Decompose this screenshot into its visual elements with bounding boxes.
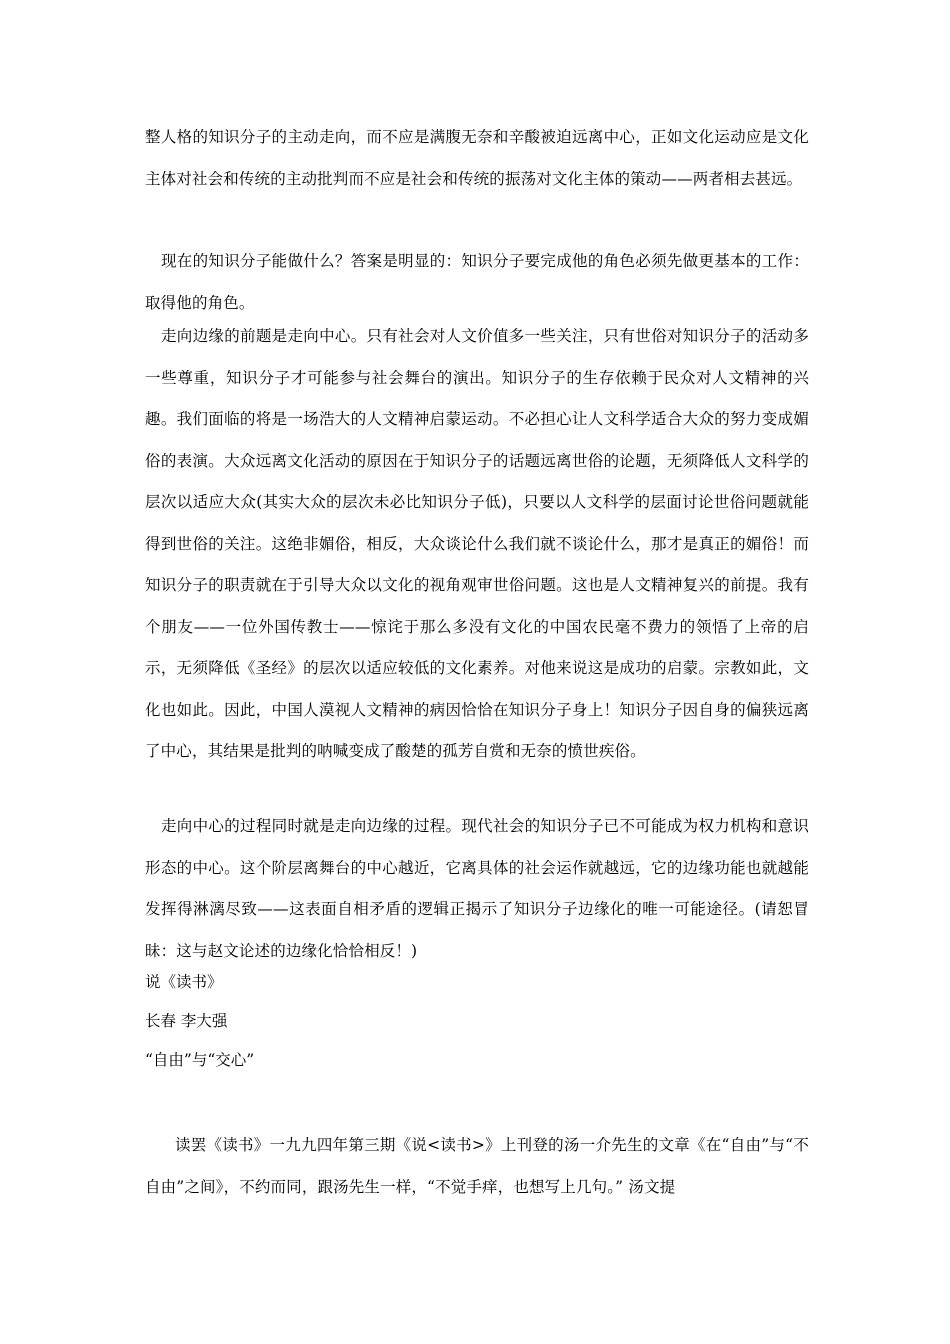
paragraph-margin-premise: 走向边缘的前题是走向中心。只有社会对人文价值多一些关注，只有世俗对知识分子的活动多一些尊重，知识分子才可能参与社会舞台的演出。知识分子的生存依赖于民众对人文精神的兴趣。我们面临的将是一场浩大的人文精神启蒙运动。不必担心让人文科学适合大众的努力变成媚俗的表演。大众远离文化活动的原因在于知识分子的话题远离世俗的论题，无须降低人文科学的层次以适应大众(其实大众的层次未必比知识分子低)，只要以人文科学的层面讨论世俗问题就能得到世俗的关注。这绝非媚俗，相反，大众谈论什么我们就不谈论什么，那才是真正的媚俗！而知识分子的职责就在于引导大众以文化的视角观审世俗问题。这也是人文精神复兴的前提。我有个朋友——一位外国传教士——惊诧于那么多没有文化的中国农民毫不费力的领悟了上帝的启示，无须降低《圣经》的层次以适应较低的文化素养。对他来说这是成功的启蒙。宗教如此，文化也如此。因此，中国人漠视人文精神的病因恰恰在知识分子身上！知识分子因自身的偏狭远离了中心，其结果是批判的呐喊变成了酸楚的孤芳自赏和无奈的愤世疾俗。 [145, 327, 809, 760]
paragraph-reading-response: 读罢《读书》一九九四年第三期《说<读书>》上刊登的汤一介先生的文章《在“自由”与“不自由”之间》，不约而同，跟汤先生一样，“不觉手痒，也想写上几句。” 汤文提 [145, 1136, 809, 1196]
paragraph-intellectual-role: 现在的知识分子能做什么？答案是明显的：知识分子要完成他的角色必须先做更基本的工作：取得他的角色。 [145, 252, 809, 312]
author-line: 长春 李大强 [145, 1012, 228, 1030]
article-title: “自由”与“交心” [145, 1051, 255, 1069]
paragraph-center-process: 走向中心的过程同时就是走向边缘的过程。现代社会的知识分子已不可能成为权力机构和意识形态的中心。这个阶层离舞台的中心越近，它离具体的社会运作就越远，它的边缘功能也就越能发挥得淋漓尽致——这表面自相矛盾的逻辑正揭示了知识分子边缘化的唯一可能途径。(请恕冒昧：这与赵文论述的边缘化恰恰相反！) [145, 817, 809, 960]
column-heading: 说《读书》 [145, 973, 223, 991]
paragraph-continuation: 整人格的知识分子的主动走向，而不应是满腹无奈和辛酸被迫远离中心，正如文化运动应是文化主体对社会和传统的主动批判而不应是社会和传统的振荡对文化主体的策动——两者相去甚远。 [145, 128, 809, 188]
